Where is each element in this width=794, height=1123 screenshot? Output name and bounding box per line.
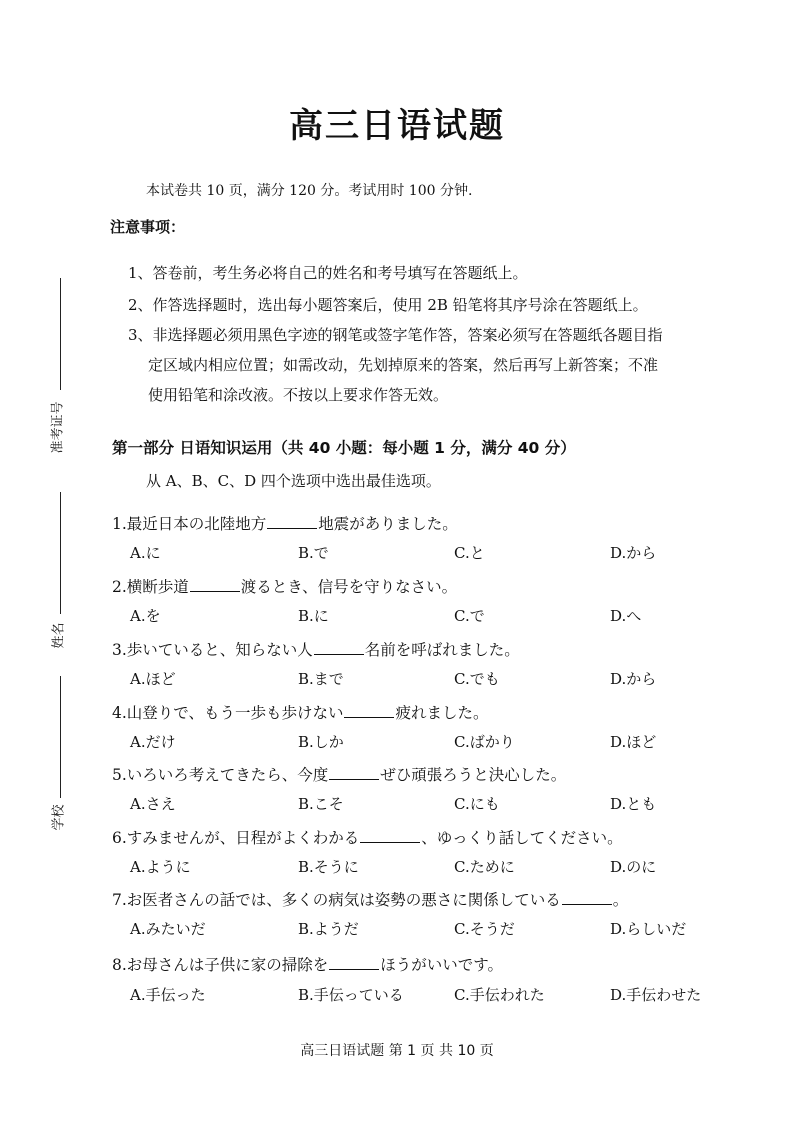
option-a: A.ほど	[130, 670, 176, 688]
question-stem: 6.すみませんが、日程がよくわかる 、ゆっくり話してください。	[112, 829, 623, 847]
notice-item-3: 3、非选择题必须用黑色字迹的钢笔或签字笔作答，答案必须写在答题纸各题目指	[128, 326, 663, 344]
option-b: B.で	[298, 544, 329, 562]
option-a: A.みたいだ	[130, 920, 206, 938]
section-heading: 第一部分 日语知识运用（共 40 小题：每小题 1 分，满分 40 分）	[112, 439, 576, 457]
binding-line-top	[60, 278, 61, 390]
question-stem: 2.横断歩道 渡るとき、信号を守りなさい。	[112, 578, 458, 596]
option-d: D.らしいだ	[610, 920, 687, 938]
question-stem: 8.お母さんは子供に家の掃除を ほうがいいです。	[112, 956, 504, 974]
notice-item-1: 1、答卷前，考生务必将自己的姓名和考号填写在答题纸上。	[128, 264, 528, 282]
option-b: B.そうに	[298, 858, 359, 876]
option-b: B.ようだ	[298, 920, 359, 938]
option-d: D.手伝わせた	[610, 986, 702, 1004]
answer-blank	[329, 765, 379, 780]
binding-line-bottom	[60, 676, 61, 798]
option-a: A.ように	[130, 858, 191, 876]
name-label: 姓名	[51, 622, 67, 649]
option-b: B.こそ	[298, 795, 344, 813]
page-title: 高三日语试题	[289, 106, 505, 146]
option-c: C.そうだ	[454, 920, 515, 938]
option-c: C.でも	[454, 670, 500, 688]
option-c: C.ために	[454, 858, 515, 876]
question-stem: 7.お医者さんの話では、多くの病気は姿勢の悪さに関係している 。	[112, 891, 629, 909]
option-d: D.のに	[610, 858, 657, 876]
question-stem: 4.山登りで、もう一歩も歩けない 疲れました。	[112, 704, 489, 722]
answer-blank	[314, 640, 364, 655]
answer-blank	[329, 955, 379, 970]
question-stem: 1.最近日本の北陸地方 地震がありました。	[112, 515, 458, 533]
option-a: A.を	[130, 607, 161, 625]
option-a: A.さえ	[130, 795, 176, 813]
option-a: A.に	[130, 544, 161, 562]
option-c: C.手伝われた	[454, 986, 545, 1004]
answer-blank	[190, 577, 240, 592]
question-stem: 3.歩いていると、知らない人 名前を呼ばれました。	[112, 641, 520, 659]
notice-item-3-cont: 定区域内相应位置；如需改动，先划掉原来的答案，然后再写上新答案；不准	[148, 356, 659, 374]
notice-item-2: 2、作答选择题时，选出每小题答案后，使用 2B 铅笔将其序号涂在答题纸上。	[128, 296, 648, 314]
section-instruction: 从 A、B、C、D 四个选项中选出最佳选项。	[146, 472, 441, 490]
binding-line-middle	[60, 492, 61, 614]
notice-item-3-cont: 使用铅笔和涂改液。不按以上要求作答无效。	[148, 386, 449, 404]
option-b: B.しか	[298, 733, 344, 751]
answer-blank	[267, 514, 317, 529]
notice-heading: 注意事项：	[110, 218, 186, 236]
option-d: D.ほど	[610, 733, 657, 751]
option-a: A.手伝った	[130, 986, 206, 1004]
option-b: B.まで	[298, 670, 344, 688]
option-a: A.だけ	[130, 733, 176, 751]
question-stem: 5.いろいろ考えてきたら、今度 ぜひ頑張ろうと決心した。	[112, 766, 567, 784]
option-d: D.から	[610, 544, 657, 562]
option-d: D.とも	[610, 795, 657, 813]
option-c: C.ばかり	[454, 733, 515, 751]
exam-intro: 本试卷共 10 页，满分 120 分。考试用时 100 分钟.	[146, 183, 473, 199]
option-d: D.から	[610, 670, 657, 688]
school-label: 学校	[51, 804, 67, 831]
option-c: C.で	[454, 607, 485, 625]
page-footer: 高三日语试题 第 1 页 共 10 页	[300, 1043, 494, 1059]
option-b: B.に	[298, 607, 329, 625]
answer-blank	[360, 828, 420, 843]
option-c: C.と	[454, 544, 485, 562]
option-d: D.へ	[610, 607, 642, 625]
option-b: B.手伝っている	[298, 986, 404, 1004]
answer-blank	[344, 703, 394, 718]
answer-blank	[562, 890, 612, 905]
option-c: C.にも	[454, 795, 500, 813]
exam-id-label: 准考证号	[50, 401, 66, 454]
